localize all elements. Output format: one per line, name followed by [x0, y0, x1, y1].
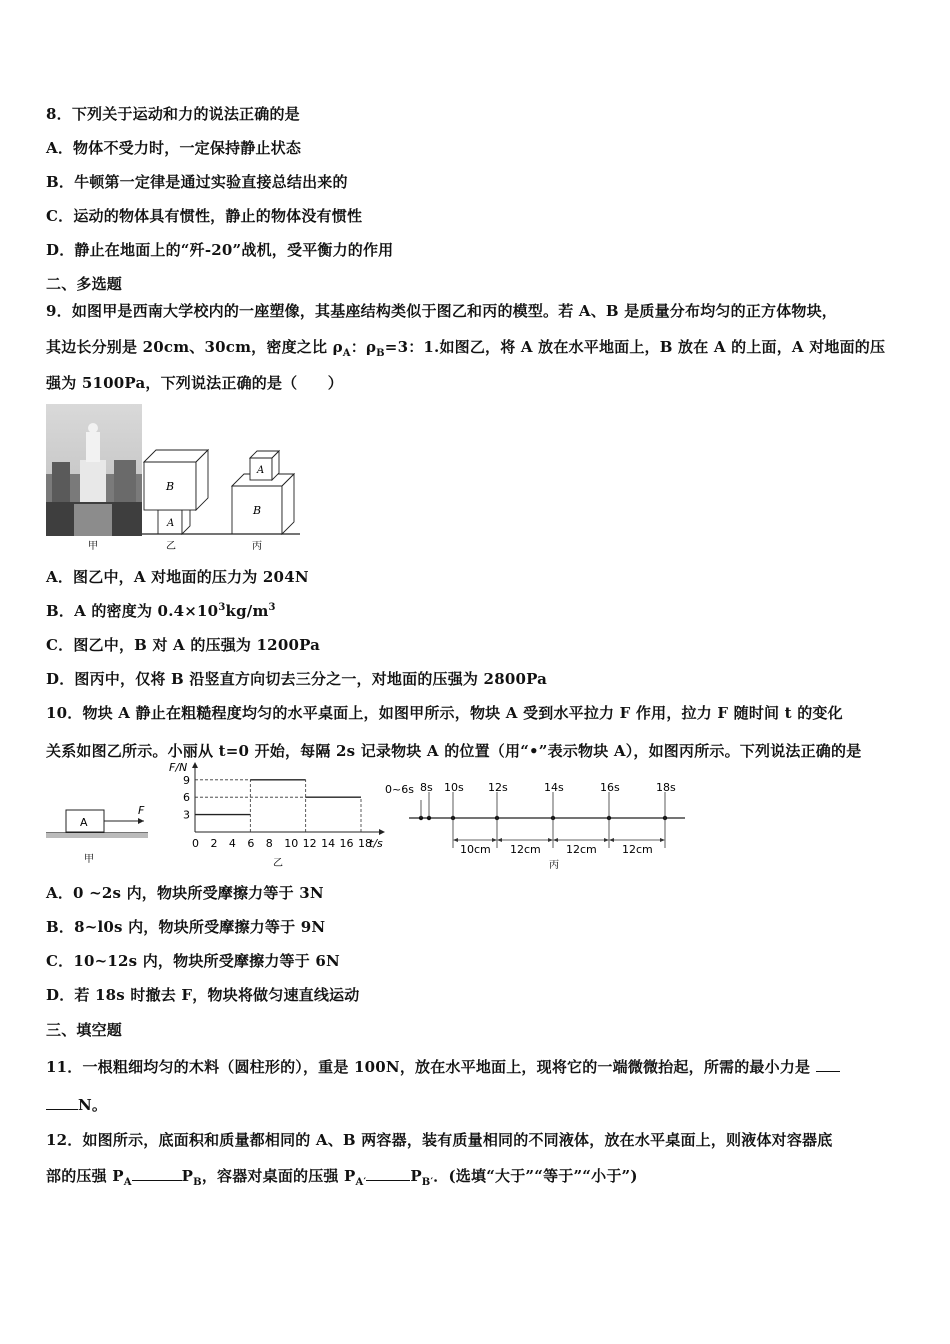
ft-chart-xlabel: t/s [369, 837, 383, 850]
distance-label: 10cm [460, 843, 491, 856]
q9-stem-line3: 强为 5100Pa，下列说法正确的是（ ） [46, 374, 343, 392]
q8-option-a: A．物体不受力时，一定保持静止状态 [46, 139, 302, 157]
q11-stem-line1: 11．一根粗细均匀的木料（圆柱形的），重是 100N，放在水平地面上，现将它的一端微微抬起，所需的最小力是 [46, 1056, 840, 1077]
distance-label: 12cm [510, 843, 541, 856]
ft-chart-ylabel: F/N [169, 761, 188, 774]
q9-option-c: C．图乙中，B 对 A 的压强为 1200Pa [46, 636, 321, 654]
ft-x-tick-label: 18 [358, 837, 372, 850]
q10-stem-line2: 关系如图乙所示。小丽从 t=0 开始，每隔 2s 记录物块 A 的位置（用“•”表示物块 A），如图丙所示。下列说法正确的是 [46, 742, 862, 760]
time-label: 16s [600, 781, 620, 794]
q10-option-d: D．若 18s 时撤去 F，物块将做匀速直线运动 [46, 986, 360, 1004]
bing-label-a: A [257, 465, 265, 476]
block-a-label: A [80, 816, 88, 829]
q8-option-d: D．静止在地面上的“歼-20”战机，受平衡力的作用 [46, 241, 394, 259]
force-label: F [138, 804, 145, 817]
caption-bing: 丙 [549, 860, 559, 871]
model-bing [232, 451, 294, 534]
ft-x-tick-label: 8 [265, 837, 273, 850]
q11-blank-part2[interactable] [46, 1095, 78, 1110]
model-yi [144, 450, 208, 534]
distance-label: 12cm [622, 843, 653, 856]
q10-figure-jia [44, 796, 159, 868]
ft-x-tick-label: 0 [192, 837, 199, 850]
ft-chart-axes [183, 762, 385, 850]
caption-bing: 丙 [252, 541, 262, 552]
q10-option-c: C．10~12s 内，物块所受摩擦力等于 6N [46, 952, 340, 970]
caption-yi: 乙 [166, 541, 176, 552]
ft-y-tick-label: 6 [183, 791, 190, 805]
q11-stem-line2: N。 [46, 1094, 107, 1115]
ft-y-tick-label: 9 [183, 773, 190, 787]
q10-option-b: B．8~l0s 内，物块所受摩擦力等于 9N [46, 918, 326, 936]
q9-figure [44, 402, 304, 552]
time-label: 0~6s [385, 783, 414, 796]
q12-blank-2[interactable] [366, 1166, 410, 1181]
time-label: 14s [544, 781, 564, 794]
distance-arrowhead [660, 838, 665, 842]
ft-chart [165, 761, 390, 872]
time-label: 12s [488, 781, 508, 794]
position-marks [385, 781, 685, 856]
q12-stem-line1: 12．如图所示，底面积和质量都相同的 A、B 两容器，装有质量相同的不同液体，放在水平桌面上，则液体对容器底 [46, 1131, 833, 1149]
distance-arrowhead [548, 838, 553, 842]
statue-photo [46, 404, 142, 536]
bing-label-b: B [253, 504, 262, 517]
ft-chart-caption: 乙 [273, 858, 283, 869]
distance-arrowhead [453, 838, 458, 842]
distance-arrowhead [604, 838, 609, 842]
ft-x-tick-label: 6 [247, 837, 255, 850]
ft-chart-marks [195, 780, 361, 832]
caption-jia: 甲 [84, 854, 94, 865]
ft-x-tick-label: 12 [302, 837, 317, 850]
q8-option-c: C．运动的物体具有惯性，静止的物体没有惯性 [46, 207, 363, 225]
q9-option-d: D．图丙中，仅将 B 沿竖直方向切去三分之一，对地面的压强为 2800Pa [46, 670, 548, 688]
yi-label-a: A [167, 518, 175, 529]
q8-option-b: B．牛顿第一定律是通过实验直接总结出来的 [46, 173, 348, 191]
time-label: 10s [444, 781, 464, 794]
yi-label-b: B [166, 480, 175, 493]
force-arrowhead [138, 818, 144, 824]
q10-stem-line1: 10．物块 A 静止在粗糙程度均匀的水平桌面上，如图甲所示，物块 A 受到水平拉力 F 作用，拉力 F 随时间 t 的变化 [46, 704, 843, 722]
distance-arrowhead [492, 838, 497, 842]
ft-y-arrow [192, 762, 198, 768]
distance-arrowhead [497, 838, 502, 842]
q8-stem: 8．下列关于运动和力的说法正确的是 [46, 105, 300, 123]
ft-x-tick-label: 16 [339, 837, 354, 850]
time-label: 18s [656, 781, 676, 794]
q9-stem-line1: 9．如图甲是西南大学校内的一座塑像，其基座结构类似于图乙和丙的模型。若 A、B 是质量分布均匀的正方体物块， [46, 302, 838, 320]
section-multi-choice: 二、多选题 [46, 275, 123, 293]
time-label: 8s [420, 781, 433, 794]
q9-stem-line2: 其边长分别是 20cm、30cm，密度之比 $\rho_A$：$\rho_B=3$：1.如图乙，将 A 放在水平地面上，B 放在 A 的上面，A 对地面的压 [46, 338, 886, 359]
distance-arrowhead [553, 838, 558, 842]
ft-x-tick-label: 10 [284, 837, 299, 850]
q11-blank-part1[interactable] [816, 1057, 840, 1072]
table-hatch [46, 833, 148, 838]
ft-x-tick-label: 2 [210, 837, 218, 850]
caption-jia: 甲 [88, 541, 98, 552]
q9-option-b: B．A 的密度为 $0.4\times 10^3kg/m^3$ [46, 602, 276, 620]
q12-stem-line2: 部的压强 $P_A$ $P_B$，容器对桌面的压强 $P_{A'}$ $P_{B'}$．(选填“大于”“等于”“小于”) [46, 1167, 638, 1188]
q9-option-a: A．图乙中，A 对地面的压力为 204N [46, 568, 309, 586]
distance-label: 12cm [566, 843, 597, 856]
ft-y-tick-label: 3 [183, 808, 190, 822]
q12-blank-1[interactable] [132, 1166, 182, 1181]
distance-arrowhead [609, 838, 614, 842]
q10-figure-bing [385, 778, 695, 872]
ft-x-tick-label: 4 [228, 837, 236, 850]
ft-x-tick-label: 14 [321, 837, 336, 850]
q10-option-a: A．0 ~2s 内，物块所受摩擦力等于 3N [46, 884, 324, 902]
section-fill-blank: 三、填空题 [46, 1021, 123, 1039]
